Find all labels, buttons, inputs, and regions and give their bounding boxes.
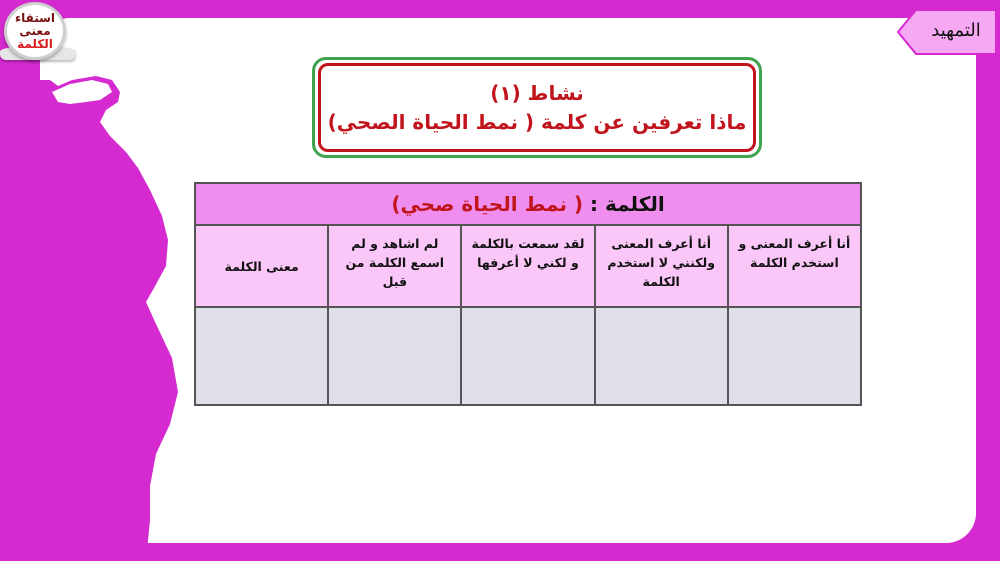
- table-columns-row: [195, 225, 861, 307]
- table-answer-row: [195, 307, 861, 405]
- answer-cell-know-not-use[interactable]: [595, 307, 728, 405]
- intro-tab-label: التمهيد: [931, 20, 981, 41]
- answer-cell-word-meaning[interactable]: [195, 307, 328, 405]
- table-header-row: [195, 183, 861, 225]
- activity-box: [312, 57, 762, 158]
- column-never-seen: لم اشاهد و لم اسمع الكلمة من قبل: [328, 225, 461, 307]
- intro-tab-button[interactable]: [896, 8, 998, 56]
- activity-question: ماذا تعرفين عن كلمة ( نمط الحياة الصحي): [327, 109, 747, 134]
- answer-cell-heard-not-know[interactable]: [461, 307, 594, 405]
- column-heard-not-know: لقد سمعت بالكلمة و لكني لا أعرفها: [461, 225, 594, 307]
- woman-drinking-silhouette-icon: [0, 36, 200, 561]
- answer-cell-know-and-use[interactable]: [728, 307, 861, 405]
- logo-line-2: معنى: [19, 23, 51, 38]
- activity-inner-frame: [318, 63, 756, 152]
- header-word: ( نمط الحياة صحي): [391, 192, 584, 216]
- column-word-meaning: معنى الكلمة: [195, 225, 328, 307]
- column-know-and-use: أنا أعرف المعنى و استخدم الكلمة: [728, 225, 861, 307]
- word-knowledge-table: [194, 182, 862, 406]
- answer-cell-never-seen[interactable]: [328, 307, 461, 405]
- logo-badge: [4, 2, 66, 60]
- activity-title: نشاط (١): [490, 80, 584, 105]
- header-label: الكلمة :: [583, 192, 665, 216]
- logo-line-1: استقاء: [14, 10, 56, 25]
- column-know-not-use: أنا أعرف المعنى ولكنني لا استخدم الكلمة: [595, 225, 728, 307]
- logo-line-3: الكلمة: [17, 36, 53, 51]
- table-header-cell: [195, 183, 861, 225]
